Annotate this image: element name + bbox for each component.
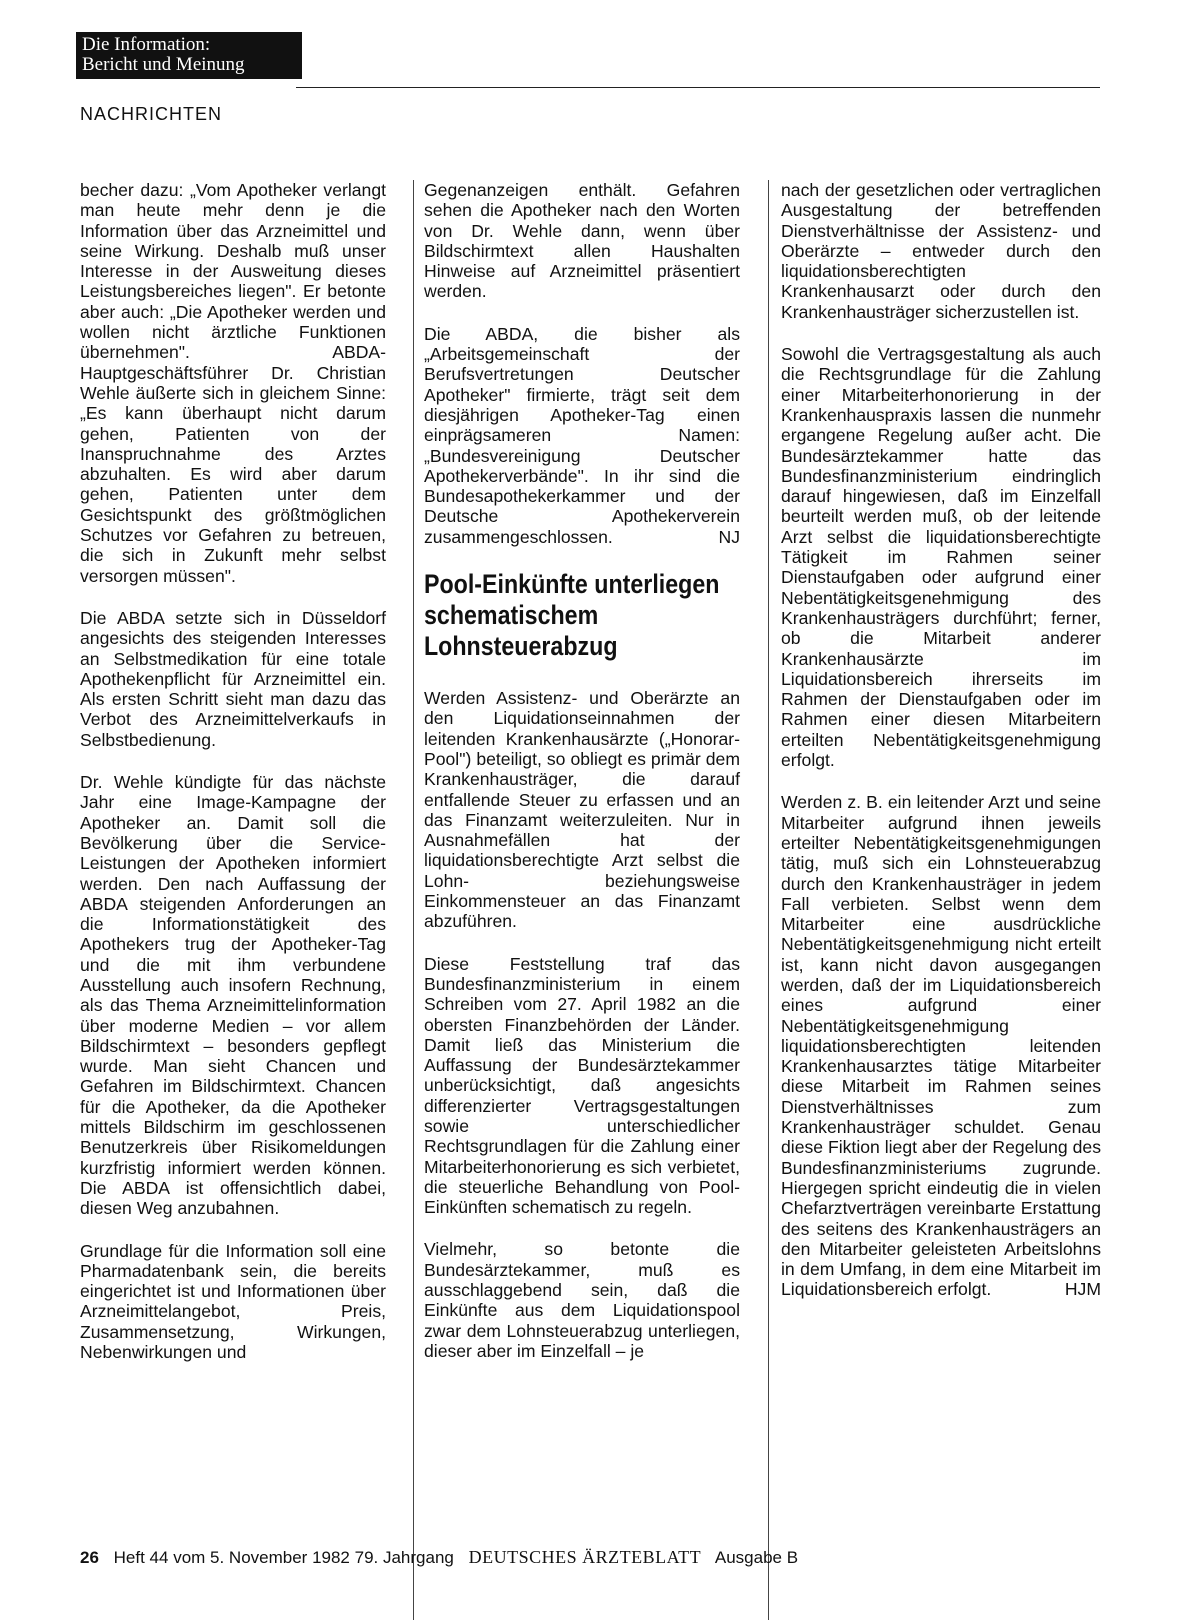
section-label: NACHRICHTEN xyxy=(80,104,223,124)
paragraph xyxy=(424,324,740,547)
column-divider xyxy=(413,180,414,1620)
paragraph: Sowohl die Vertragsgestaltung als auch die Rechtsgrundlage für die Zahlung einer Mitarbeiterhonorierung in der Krankenhauspraxis lassen die nunmehr ergangene Regelung außer acht. Die Bundesärztekammer hatte das Bundesfinanzministerium eindringlich darauf hingewiesen, daß im Einzelfall beurteilt werden muß, ob der leitende Arzt selbst die liquidationsberechtigte Tätigkeit im Rahmen seiner Dienstaufgaben oder aufgrund einer Nebentätigkeitsgenehmigung des Krankenhausträgers durchführt; ferner, ob die Mitarbeit anderer Krankenhausärzte im Liquidationsbereich ihrerseits im Rahmen der Dienstaufgaben oder im Rahmen einer diesen Mitarbeitern erteilten Nebentätigkeitsgenehmigung erfolgt. xyxy=(781,344,1101,771)
issue-info: Heft 44 vom 5. November 1982 79. Jahrgang xyxy=(113,1548,454,1567)
paragraph: Diese Feststellung traf das Bundesfinanzministerium in einem Schreiben vom 27. April 1982 an die obersten Finanzbehörden der Länder. Damit ließ das Ministerium die Auffassung der Bundesärztekammer unberücksichtigt, daß angesichts differenzierter Vertragsgestaltungen sowie unterschiedlicher Rechtsgrundlagen für die Zahlung einer Mitarbeiterhonorierung es sich verbietet, die steuerliche Behandlung von Pool-Einkünften schematisch zu regeln. xyxy=(424,953,740,1218)
section-header-box xyxy=(76,32,302,79)
article-headline: Pool-Einkünfte unterliegen schematischem Lohnsteuerabzug xyxy=(424,569,720,662)
paragraph: Dr. Wehle kündigte für das nächste Jahr eine Image-Kampagne der Apotheker an. Damit soll die Bevölkerung über die Service-Leistungen der Apotheken informiert werden. Den nach Auffassung der ABDA steigenden Anforderungen an die Informationstätigkeit des Apothekers trug der Apotheker-Tag und die mit ihm verbundene Ausstellung auch insofern Rechnung, als das Thema Arzneimittelinformation über moderne Medien – vor allem Bildschirmtext – besonders gepflegt wurde. Man sieht Chancen und Gefahren im Bildschirmtext. Chancen für die Apotheker, da die Apotheker mittels Bildschirm im geschlossenen Benutzerkreis über Risikomeldungen kurzfristig informiert werden können. Die ABDA ist offensichtlich dabei, diesen Weg anzubahnen. xyxy=(80,772,386,1219)
column-divider xyxy=(768,180,769,1620)
paragraph: Vielmehr, so betonte die Bundesärztekammer, muß es ausschlaggebend sein, daß die Einkünfte aus dem Liquidationspool zwar dem Lohnsteuerabzug unterliegen, dieser aber im Einzelfall – je xyxy=(424,1239,740,1361)
edition-label: Ausgabe B xyxy=(714,1548,799,1567)
paragraph xyxy=(781,792,1101,1299)
paragraph-text: Die ABDA, die bisher als „Arbeitsgemeinschaft der Berufsvertretungen Deutscher Apotheker" firmierte, trägt seit dem diesjährigen Apotheker-Tag einen einprägsameren Namen: „Bundesvereinigung Deutscher Apothekerverbände". In ihr sind die Bundesapothekerkammer und der Deutsche Apothekerverein zusammengeschlossen. xyxy=(424,323,740,547)
paragraph-text: Werden z. B. ein leitender Arzt und seine Mitarbeiter aufgrund ihnen jeweils erteilter Nebentätigkeitsgenehmigungen tätig, muß sich ein Lohnsteuerabzug durch den Krankenhausträger in jedem Fall verbieten. Selbst wenn dem Mitarbeiter eine ausdrückliche Nebentätigkeitsgenehmigung nicht erteilt ist, kann nicht davon ausgegangen werden, daß der im Liquidationsbereich eines aufgrund einer Nebentätigkeitsgenehmigung liquidationsberechtigten leitenden Krankenhausarztes tätige Mitarbeiter diese Mitarbeit im Rahmen seines Dienstverhältnisses zum Krankenhausträger schuldet. Genau diese Fiktion liegt aber der Regelung des Bundesfinanzministeriums zugrunde. Hiergegen spricht eindeutig die in vielen Chefarztverträgen vereinbarte Erstattung des seitens des Krankenhausträgers an den Mitarbeiter geleisteten Arbeitslohns in dem Umfang, in dem eine Mitarbeit im Liquidationsbereich erfolgt. xyxy=(781,792,1101,1300)
header-rule xyxy=(296,87,1100,88)
paragraph: Die ABDA setzte sich in Düsseldorf angesichts des steigenden Interesses an Selbstmedikation für eine totale Apothekenpflicht für Arzneimittel ein. Als ersten Schritt sieht man dazu das Verbot des Arzneimittelverkaufs in Selbstbedienung. xyxy=(80,607,386,750)
paragraph: Gegenanzeigen enthält. Gefahren sehen die Apotheker nach den Worten von Dr. Wehle dann, wenn über Bildschirmtext allen Haushalten Hinweise auf Arzneimittel präsentiert werden. xyxy=(424,180,740,302)
page-number: 26 xyxy=(80,1548,99,1567)
author-initials: NJ xyxy=(718,526,740,547)
page-footer xyxy=(80,1547,798,1568)
paragraph: becher dazu: „Vom Apotheker verlangt man heute mehr denn je die Information über das Arzneimittel und seine Wirkung. Deshalb muß unser Interesse in der Ausweitung dieses Leistungsbereiches liegen". Er betonte aber auch: „Die Apotheker werden und wollen nicht ärztliche Funktionen übernehmen". ABDA-Hauptgeschäftsführer Dr. Christian Wehle äußerte sich in gleichem Sinne: „Es kann überhaupt nicht darum gehen, Patienten von der Inanspruchnahme des Arztes abzuhalten. Es wird aber darum gehen, Patienten unter dem Gesichtspunkt des größtmöglichen Schutzes vor Gefahren zu betreuen, die sich in Zukunft mehr selbst versorgen müssen". xyxy=(80,180,386,586)
paragraph: nach der gesetzlichen oder vertraglichen Ausgestaltung der betreffenden Dienstverhältnisse der Assistenz- und Oberärzte – entweder durch den liquidationsberechtigten Krankenhausarzt oder durch den Krankenhausträger sicherzustellen ist. xyxy=(781,180,1101,322)
paragraph: Grundlage für die Information soll eine Pharmadatenbank sein, die bereits eingerichtet ist und Informationen über Arzneimittelangebot, Preis, Zusammensetzung, Wirkungen, Nebenwirkungen und xyxy=(80,1240,386,1363)
author-initials: HJM xyxy=(1064,1279,1101,1300)
article-column-3 xyxy=(781,180,1101,1322)
header-line-1: Die Information: xyxy=(82,34,211,55)
article-column-2 xyxy=(424,180,740,1383)
paragraph: Werden Assistenz- und Oberärzte an den Liquidationseinnahmen der leitenden Krankenhausärzte („Honorar-Pool") beteiligt, so obliegt es primär dem Krankenhausträger, die darauf entfallende Steuer zu erfassen und an das Finanzamt weiterzuleiten. Nur in Ausnahmefällen hat der liquidationsberechtigte Arzt selbst die Lohn- beziehungsweise Einkommensteuer an das Finanzamt abzuführen. xyxy=(424,688,740,932)
header-line-2: Bericht und Meinung xyxy=(82,54,245,75)
publication-name: DEUTSCHES ÄRZTEBLATT xyxy=(468,1547,702,1567)
article-column-1 xyxy=(80,180,386,1384)
